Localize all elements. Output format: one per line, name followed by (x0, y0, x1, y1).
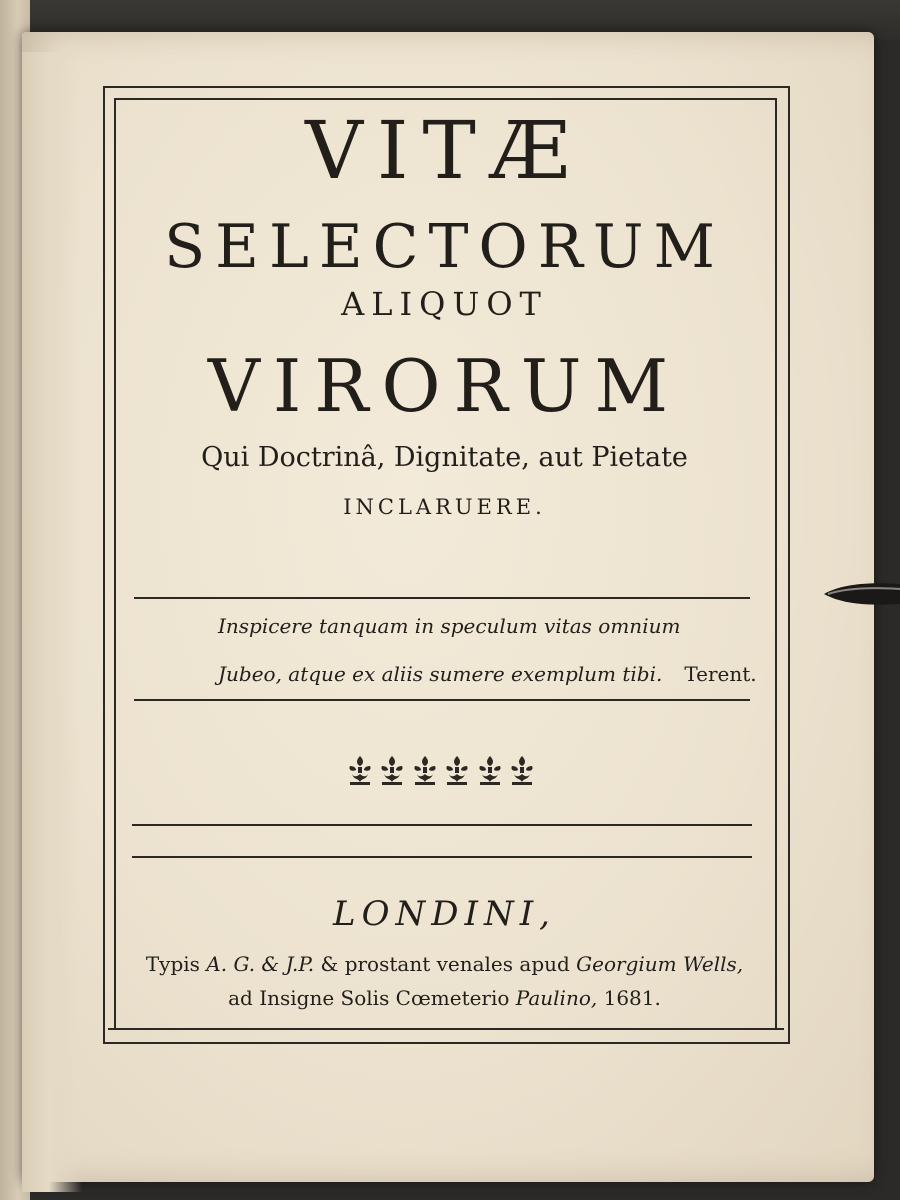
title-line-selectorum: SELECTORUM (164, 212, 725, 282)
rule-above-imprint-2 (132, 856, 752, 858)
page-gutter (22, 52, 82, 1192)
page-clip-bookmark (824, 576, 900, 612)
imprint-typis: Typis (145, 952, 200, 976)
fleuron-icon (476, 754, 504, 786)
subtitle-inclaruere: INCLARUERE. (343, 495, 546, 519)
imprint-line-1 (116, 950, 773, 978)
imprint-prostant: & prostant venales apud (320, 952, 570, 976)
imprint-address: ad Insigne Solis Cœmeterio (228, 986, 510, 1010)
title-line-virorum: VIRORUM (207, 344, 682, 428)
fleuron-icon (508, 754, 536, 786)
imprint-printers: A. G. & J.P. (206, 952, 315, 976)
imprint-bookseller: Georgium Wells, (576, 952, 744, 976)
rule-bottom-frame-extra (108, 1028, 784, 1030)
imprint-line-2 (116, 984, 773, 1012)
fleuron-icon (443, 754, 471, 786)
rule-above-epigraph (134, 597, 750, 599)
rule-below-epigraph (134, 699, 750, 701)
epigraph-line-1: Inspicere tanquam in speculum vitas omnium (218, 614, 681, 638)
fleuron-ornament-row (346, 752, 536, 788)
imprint-year: 1681. (603, 986, 661, 1010)
epigraph-line-2-text: Jubeo, atque ex aliis sumere exemplum tibi. (218, 662, 663, 686)
epigraph-attribution: Terent. (684, 662, 757, 686)
fleuron-icon (346, 754, 374, 786)
imprint-paulino: Paulino, (515, 986, 598, 1010)
fleuron-icon (378, 754, 406, 786)
subtitle-line: Qui Doctrinâ, Dignitate, aut Pietate (201, 442, 688, 473)
title-line-aliquot: ALIQUOT (341, 285, 548, 323)
imprint-city: LONDINI, (333, 894, 556, 934)
fleuron-icon (411, 754, 439, 786)
title-line-vitae: VITÆ (305, 104, 584, 197)
epigraph-line-2 (218, 660, 757, 688)
rule-above-imprint-1 (132, 824, 752, 826)
